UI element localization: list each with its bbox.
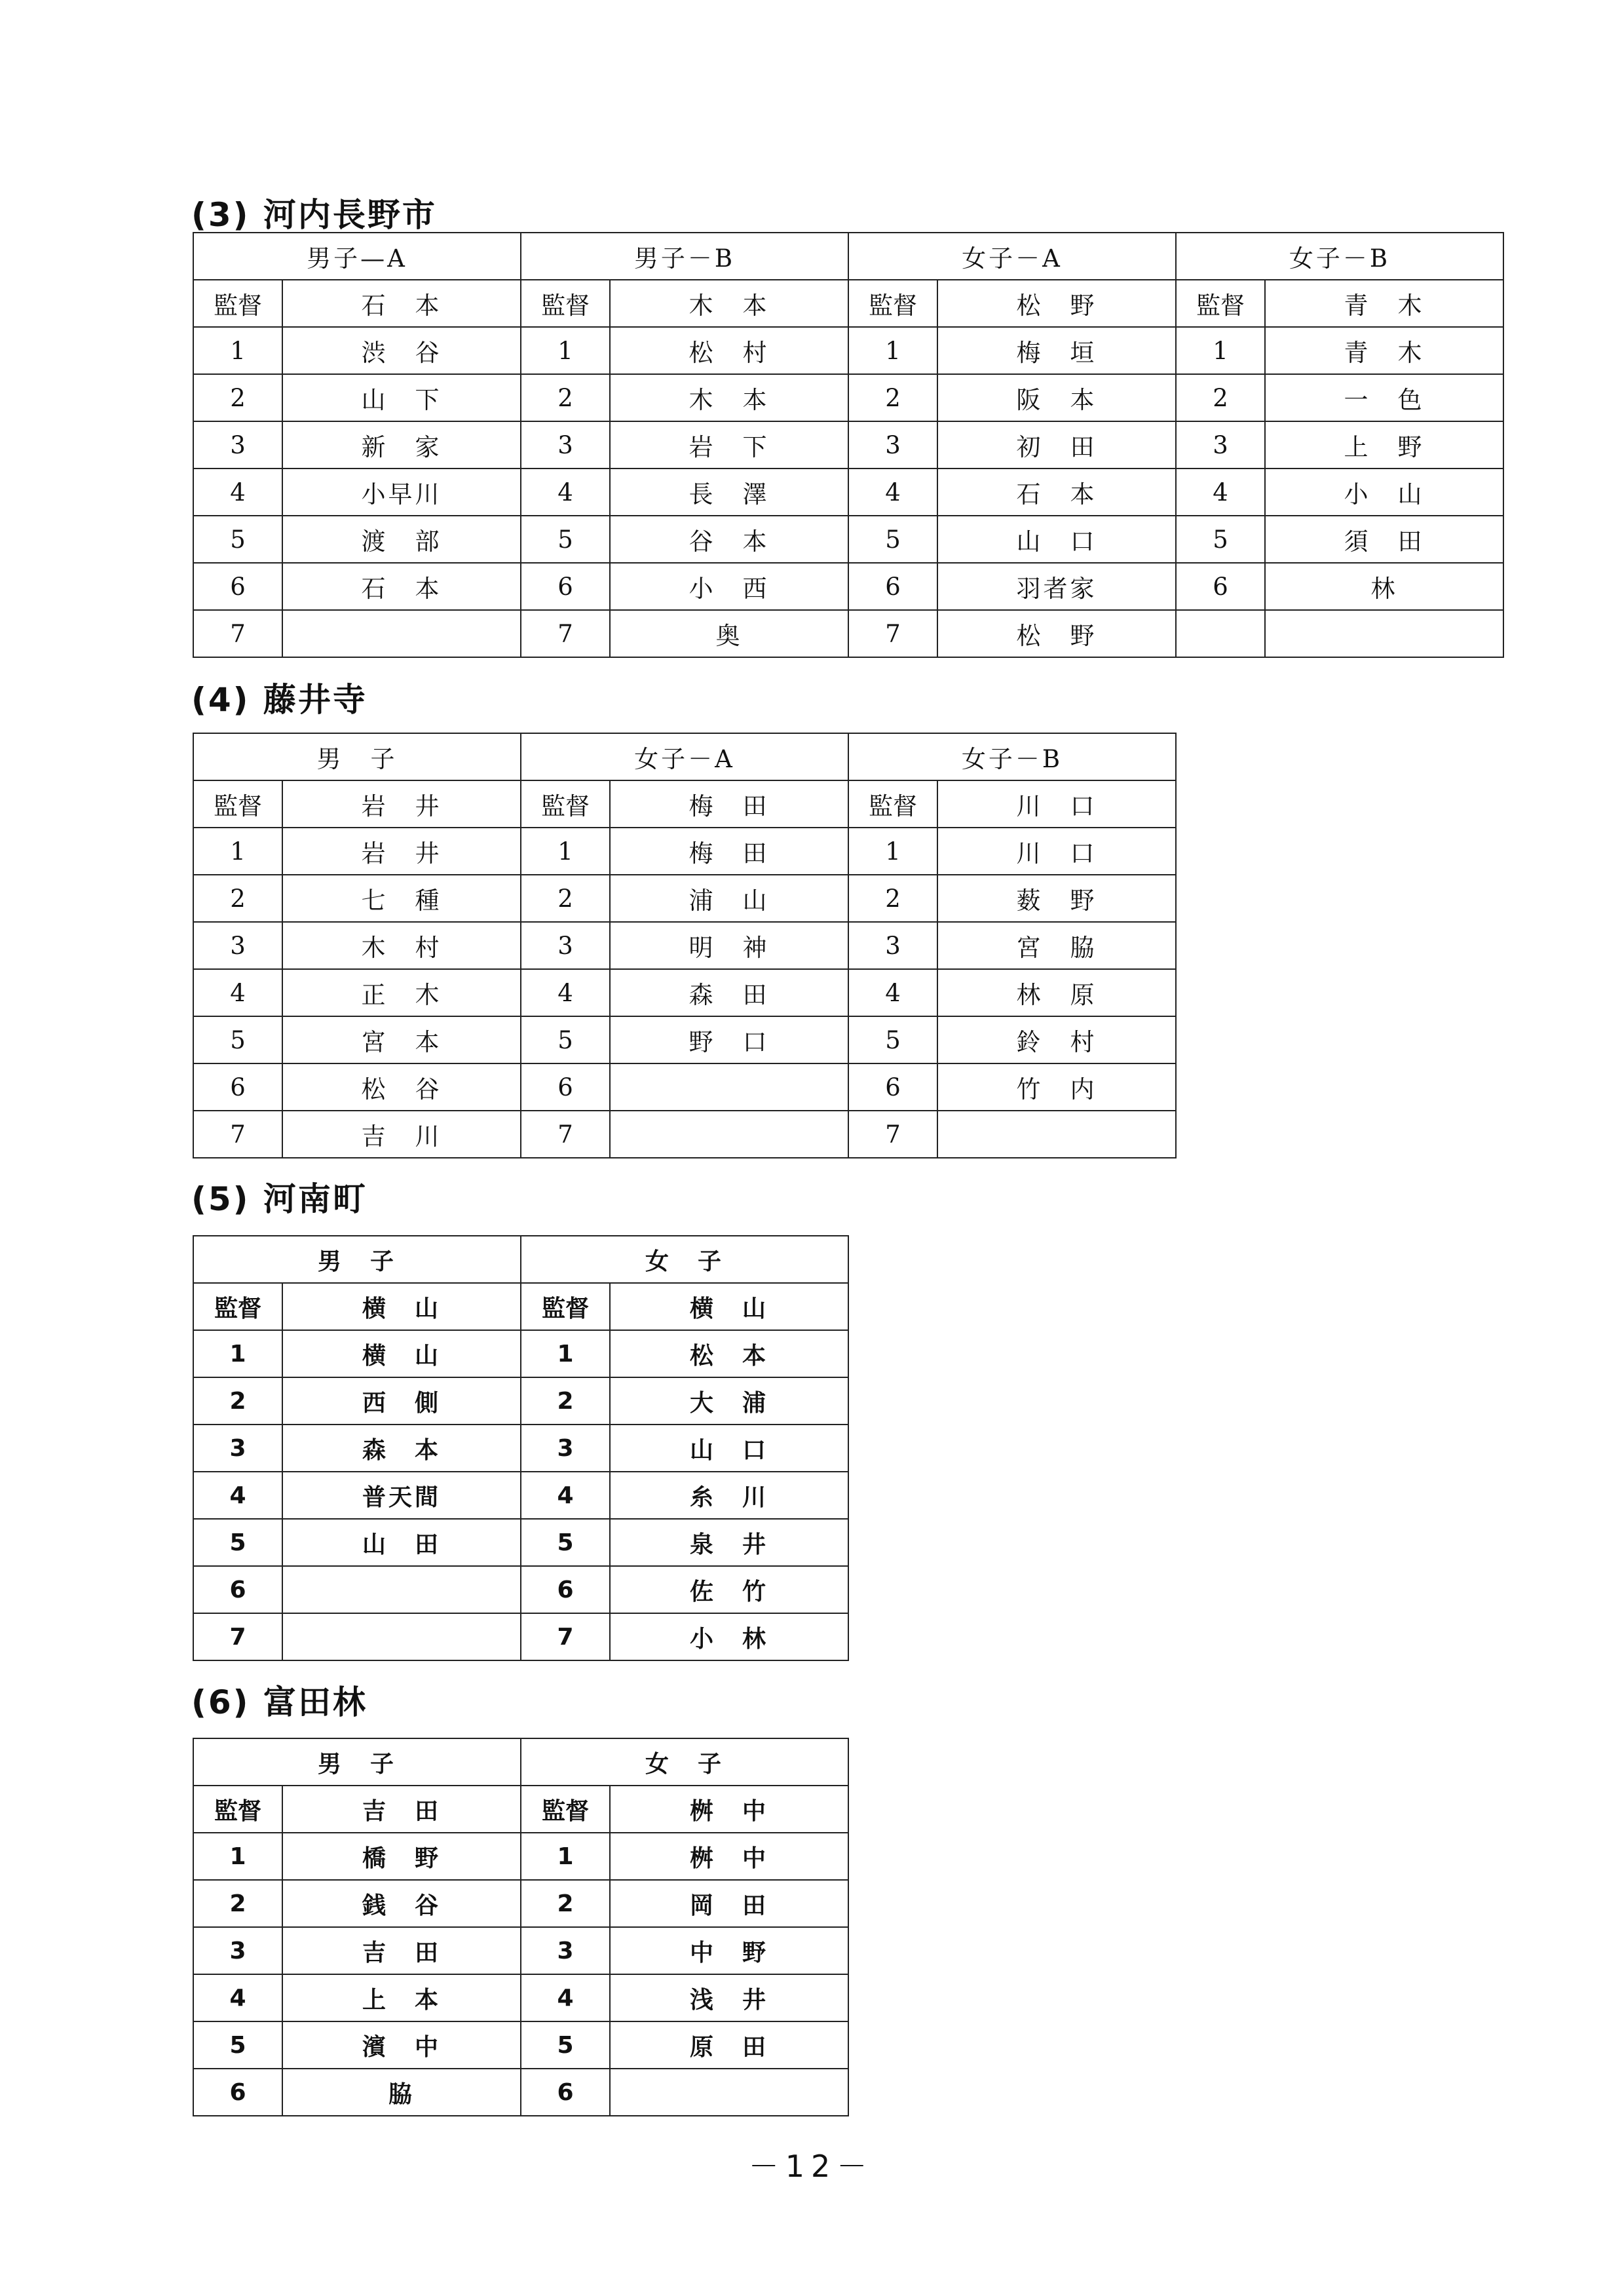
team-header-row [193, 1236, 848, 1283]
team-header-row [193, 733, 1176, 780]
player-number: 3 [193, 922, 282, 969]
coach-name: 松 野 [937, 280, 1176, 327]
player-name: 正 木 [282, 969, 521, 1016]
player-number: 4 [521, 469, 610, 516]
team-header-row [193, 1738, 848, 1786]
player-number: 3 [848, 922, 937, 969]
player-number: 5 [521, 516, 610, 563]
player-name: 木 本 [610, 374, 848, 421]
player-number [1176, 610, 1265, 657]
player-number: 7 [193, 610, 282, 657]
player-name: 泉 井 [610, 1519, 848, 1566]
team-label: 女子－A [848, 233, 1176, 280]
player-number: 6 [848, 563, 937, 610]
table-row [193, 469, 1503, 516]
player-number: 7 [193, 1111, 282, 1158]
table-row [193, 421, 1503, 469]
player-name: 普天間 [282, 1472, 521, 1519]
player-name: 阪 本 [937, 374, 1176, 421]
coach-label: 監督 [521, 780, 610, 828]
page-number: －12－ [748, 2149, 874, 2184]
player-number: 2 [848, 875, 937, 922]
player-number: 6 [1176, 563, 1265, 610]
player-name: 松 本 [610, 1330, 848, 1377]
player-number: 4 [521, 969, 610, 1016]
table-row [193, 1111, 1176, 1158]
player-name: 宮 脇 [937, 922, 1176, 969]
player-number: 2 [848, 374, 937, 421]
team-label: 男 子 [193, 1236, 521, 1283]
player-number: 3 [193, 1927, 282, 1974]
coach-label: 監督 [193, 1786, 282, 1833]
coach-label: 監督 [193, 1283, 282, 1330]
player-name: 橋 野 [282, 1833, 521, 1880]
player-number: 3 [521, 1927, 610, 1974]
player-number: 1 [848, 327, 937, 374]
player-number: 3 [521, 922, 610, 969]
section-title: (4) 藤井寺 [191, 681, 368, 719]
player-number: 2 [193, 1377, 282, 1425]
table-row [193, 922, 1176, 969]
section-title: (6) 富田林 [191, 1683, 368, 1721]
player-name: 佐 竹 [610, 1566, 848, 1613]
player-name: 羽者家 [937, 563, 1176, 610]
player-name: 鈴 村 [937, 1016, 1176, 1063]
player-name: 岩 井 [282, 828, 521, 875]
player-number: 6 [521, 2069, 610, 2116]
player-name: 横 山 [282, 1330, 521, 1377]
coach-name: 梅 田 [610, 780, 848, 828]
team-label: 女 子 [521, 1236, 848, 1283]
player-number: 1 [521, 327, 610, 374]
table-row [193, 1927, 848, 1974]
player-number: 7 [521, 1613, 610, 1660]
player-number: 1 [848, 828, 937, 875]
player-number: 3 [1176, 421, 1265, 469]
player-name: 小 山 [1265, 469, 1503, 516]
coach-name: 川 口 [937, 780, 1176, 828]
player-name: 銭 谷 [282, 1880, 521, 1927]
player-name: 濱 中 [282, 2021, 521, 2069]
player-number: 6 [521, 1063, 610, 1111]
table-row [193, 1330, 848, 1377]
player-number: 5 [193, 1519, 282, 1566]
player-number: 6 [521, 563, 610, 610]
player-name [610, 2069, 848, 2116]
player-name: 森 田 [610, 969, 848, 1016]
player-number: 3 [193, 421, 282, 469]
player-name: 谷 本 [610, 516, 848, 563]
player-name [282, 1566, 521, 1613]
player-number: 7 [848, 1111, 937, 1158]
table-row [193, 1425, 848, 1472]
player-name: 浦 山 [610, 875, 848, 922]
player-number: 4 [848, 469, 937, 516]
player-number: 1 [521, 828, 610, 875]
team-label: 男子—A [193, 233, 521, 280]
player-number: 6 [521, 1566, 610, 1613]
player-number: 2 [193, 1880, 282, 1927]
coach-name: 横 山 [610, 1283, 848, 1330]
player-number: 7 [193, 1613, 282, 1660]
coach-label: 監督 [193, 280, 282, 327]
player-name: 糸 川 [610, 1472, 848, 1519]
coach-label: 監督 [848, 280, 937, 327]
player-number: 1 [1176, 327, 1265, 374]
player-number: 6 [193, 1566, 282, 1613]
coach-label: 監督 [521, 1283, 610, 1330]
coach-row [193, 780, 1176, 828]
player-number: 5 [1176, 516, 1265, 563]
player-name: 岡 田 [610, 1880, 848, 1927]
table-row [193, 2069, 848, 2116]
player-number: 2 [521, 374, 610, 421]
player-name [1265, 610, 1503, 657]
player-name: 石 本 [937, 469, 1176, 516]
player-name [937, 1111, 1176, 1158]
player-number: 5 [521, 1016, 610, 1063]
player-name: 渡 部 [282, 516, 521, 563]
player-name: 須 田 [1265, 516, 1503, 563]
player-name: 明 神 [610, 922, 848, 969]
table-row [193, 563, 1503, 610]
team-label: 男 子 [193, 1738, 521, 1786]
player-name: 小 西 [610, 563, 848, 610]
table-row [193, 1613, 848, 1660]
player-name: 小 林 [610, 1613, 848, 1660]
player-name: 林 原 [937, 969, 1176, 1016]
player-number: 3 [193, 1425, 282, 1472]
section-title: (5) 河南町 [191, 1180, 368, 1218]
player-number: 2 [193, 374, 282, 421]
player-number: 2 [521, 875, 610, 922]
table-row [193, 327, 1503, 374]
player-number: 2 [1176, 374, 1265, 421]
team-label: 女子－B [848, 733, 1176, 780]
team-label: 女子－A [521, 733, 848, 780]
player-number: 5 [521, 1519, 610, 1566]
player-number: 4 [193, 969, 282, 1016]
player-name: 松 谷 [282, 1063, 521, 1111]
table-row [193, 1063, 1176, 1111]
table-row [193, 2021, 848, 2069]
player-name [282, 1613, 521, 1660]
player-name: 山 口 [937, 516, 1176, 563]
player-name: 桝 中 [610, 1833, 848, 1880]
player-name: 梅 垣 [937, 327, 1176, 374]
player-name: 岩 下 [610, 421, 848, 469]
coach-name: 岩 井 [282, 780, 521, 828]
player-name: 山 下 [282, 374, 521, 421]
player-number: 4 [193, 1472, 282, 1519]
coach-label: 監督 [1176, 280, 1265, 327]
table-row [193, 610, 1503, 657]
player-name: 松 野 [937, 610, 1176, 657]
player-name: 梅 田 [610, 828, 848, 875]
player-number: 4 [521, 1472, 610, 1519]
player-number: 4 [521, 1974, 610, 2021]
player-number: 4 [1176, 469, 1265, 516]
player-number: 1 [521, 1833, 610, 1880]
player-name: 石 本 [282, 563, 521, 610]
roster-table [193, 232, 1504, 658]
player-name: 森 本 [282, 1425, 521, 1472]
team-label: 女 子 [521, 1738, 848, 1786]
coach-name: 木 本 [610, 280, 848, 327]
player-name: 山 田 [282, 1519, 521, 1566]
player-number: 5 [848, 1016, 937, 1063]
player-number: 5 [193, 2021, 282, 2069]
table-row [193, 1377, 848, 1425]
player-name: 川 口 [937, 828, 1176, 875]
player-number: 5 [848, 516, 937, 563]
player-number: 4 [193, 469, 282, 516]
coach-label: 監督 [521, 280, 610, 327]
table-row [193, 1519, 848, 1566]
player-name: 薮 野 [937, 875, 1176, 922]
coach-name: 吉 田 [282, 1786, 521, 1833]
player-number: 7 [848, 610, 937, 657]
player-name: 山 口 [610, 1425, 848, 1472]
player-number: 6 [193, 2069, 282, 2116]
team-label: 男 子 [193, 733, 521, 780]
player-name: 渋 谷 [282, 327, 521, 374]
team-label: 女子－B [1176, 233, 1503, 280]
player-number: 4 [193, 1974, 282, 2021]
table-row [193, 1016, 1176, 1063]
player-name: 長 澤 [610, 469, 848, 516]
player-name: 一 色 [1265, 374, 1503, 421]
player-name: 新 家 [282, 421, 521, 469]
player-number: 1 [193, 1833, 282, 1880]
player-name: 脇 [282, 2069, 521, 2116]
coach-name: 青 木 [1265, 280, 1503, 327]
player-name: 宮 本 [282, 1016, 521, 1063]
player-number: 2 [193, 875, 282, 922]
player-number: 5 [521, 2021, 610, 2069]
player-number: 6 [193, 563, 282, 610]
table-row [193, 516, 1503, 563]
table-row [193, 1566, 848, 1613]
player-number: 4 [848, 969, 937, 1016]
roster-table [193, 1235, 849, 1661]
player-name: 七 種 [282, 875, 521, 922]
player-number: 2 [521, 1880, 610, 1927]
player-number: 1 [521, 1330, 610, 1377]
player-number: 5 [193, 1016, 282, 1063]
table-row [193, 1833, 848, 1880]
player-number: 1 [193, 1330, 282, 1377]
player-name: 上 野 [1265, 421, 1503, 469]
player-number: 6 [193, 1063, 282, 1111]
player-name: 上 本 [282, 1974, 521, 2021]
player-number: 5 [193, 516, 282, 563]
coach-row [193, 1283, 848, 1330]
table-row [193, 875, 1176, 922]
roster-table [193, 1738, 849, 2116]
player-name: 初 田 [937, 421, 1176, 469]
table-row [193, 1472, 848, 1519]
coach-label: 監督 [521, 1786, 610, 1833]
player-name: 青 木 [1265, 327, 1503, 374]
player-number: 1 [193, 828, 282, 875]
player-name [610, 1063, 848, 1111]
section-title: (3) 河内長野市 [191, 196, 437, 234]
team-header-row [193, 233, 1503, 280]
coach-name: 桝 中 [610, 1786, 848, 1833]
player-name: 松 村 [610, 327, 848, 374]
player-number: 3 [521, 421, 610, 469]
player-name: 林 [1265, 563, 1503, 610]
player-number: 6 [848, 1063, 937, 1111]
player-name: 奥 [610, 610, 848, 657]
player-number: 3 [848, 421, 937, 469]
player-number: 1 [193, 327, 282, 374]
player-number: 2 [521, 1377, 610, 1425]
player-name: 野 口 [610, 1016, 848, 1063]
coach-row [193, 1786, 848, 1833]
player-name: 中 野 [610, 1927, 848, 1974]
coach-name: 横 山 [282, 1283, 521, 1330]
player-name: 吉 川 [282, 1111, 521, 1158]
coach-label: 監督 [193, 780, 282, 828]
coach-row [193, 280, 1503, 327]
player-number: 7 [521, 610, 610, 657]
player-name [610, 1111, 848, 1158]
roster-table [193, 733, 1177, 1158]
table-row [193, 374, 1503, 421]
player-name: 木 村 [282, 922, 521, 969]
player-name: 竹 内 [937, 1063, 1176, 1111]
coach-label: 監督 [848, 780, 937, 828]
player-name: 浅 井 [610, 1974, 848, 2021]
player-number: 3 [521, 1425, 610, 1472]
player-name: 大 浦 [610, 1377, 848, 1425]
player-name: 西 側 [282, 1377, 521, 1425]
player-name: 小早川 [282, 469, 521, 516]
player-name [282, 610, 521, 657]
team-label: 男子－B [521, 233, 848, 280]
player-number: 7 [521, 1111, 610, 1158]
table-row [193, 828, 1176, 875]
coach-name: 石 本 [282, 280, 521, 327]
player-name: 吉 田 [282, 1927, 521, 1974]
table-row [193, 1880, 848, 1927]
table-row [193, 1974, 848, 2021]
player-name: 原 田 [610, 2021, 848, 2069]
table-row [193, 969, 1176, 1016]
